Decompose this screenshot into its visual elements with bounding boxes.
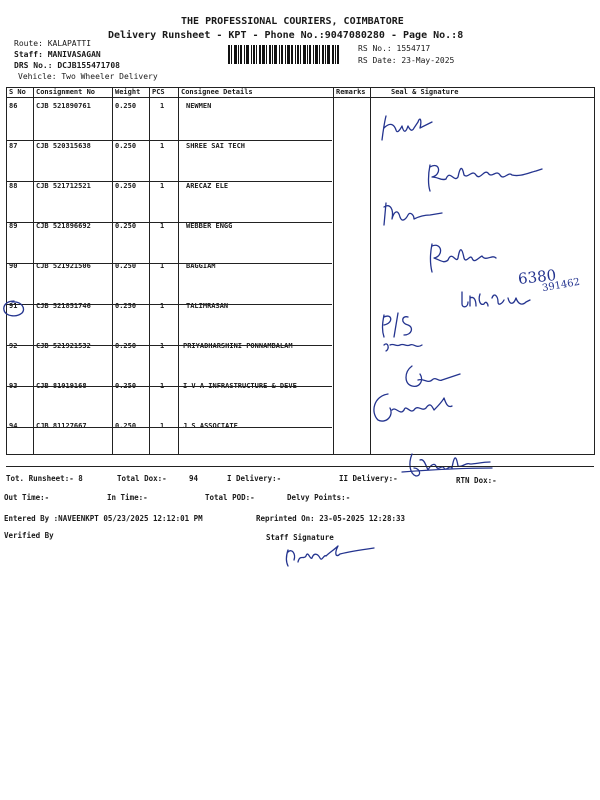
col-sno: S No [7, 88, 34, 98]
rs-date: RS Date: 23-May-2025 [358, 56, 455, 65]
verified-by: Verified By [4, 531, 54, 540]
row-consignment: CJB 521921506 [36, 262, 91, 270]
row-consignment: CJB 81019168 [36, 382, 87, 390]
row-consignment: CJB 81127667 [36, 422, 87, 430]
row-weight: 0.250 [115, 182, 137, 190]
row-consignment: CJB 521890761 [36, 102, 91, 110]
remark-pers: pers [380, 340, 383, 341]
vehicle-label: Vehicle: Two Wheeler Delivery [18, 72, 158, 81]
col-seal: Seal & Signature [371, 88, 595, 98]
reprinted-on: Reprinted On: 23-05-2025 12:28:33 [256, 514, 406, 523]
signature-row-87 [424, 155, 554, 195]
row-consignment: CJB 521712521 [36, 182, 91, 190]
row-divider [6, 222, 332, 223]
handwritten-note: 6380 [517, 266, 558, 288]
row-pcs: 1 [160, 182, 165, 190]
sno-circle-mark [2, 299, 26, 319]
table-row [7, 98, 595, 139]
company-title: THE PROFESSIONAL COURIERS, COIMBATORE [181, 16, 404, 27]
out-time: Out Time:- [4, 493, 50, 502]
row-weight: 0.250 [115, 222, 137, 230]
row-pcs: 1 [160, 422, 165, 430]
row-consignment: CJB 521921532 [36, 342, 91, 350]
drs-label: DRS No.: DCJB155471708 [14, 61, 120, 70]
row-weight: 0.250 [115, 302, 137, 310]
row-consignee: TALIMRASAN [186, 302, 229, 310]
i-delivery: I Delivery:- [227, 474, 282, 483]
row-weight: 0.250 [115, 342, 137, 350]
row-pcs: 1 [160, 142, 165, 150]
staff-signature-label: Staff Signature [266, 533, 334, 542]
row-consignment: CJB 520315638 [36, 142, 91, 150]
signature-row-88 [380, 197, 450, 229]
runsheet-subtitle: Delivery Runsheet - KPT - Phone No.:9047080280 - Page No.:8 [108, 30, 464, 41]
remark-ps: P/S [380, 316, 382, 317]
row-consignee: I V A INFRASTRUCTURE & DEVE [183, 382, 297, 390]
row-weight: 0.250 [115, 422, 137, 430]
rs-number: RS No.: 1554717 [358, 44, 431, 53]
row-consignee: BAGGIAM [186, 262, 216, 270]
entered-by: Entered By :NAVEENKPT 05/23/2025 12:12:01 PM [4, 514, 203, 523]
row-sno: 89 [9, 222, 18, 230]
runsheet-table [6, 87, 595, 455]
table-row [7, 218, 595, 258]
table-row [7, 378, 595, 418]
row-weight: 0.250 [115, 382, 137, 390]
row-divider [6, 181, 332, 182]
row-divider [6, 263, 332, 264]
table-row [7, 338, 595, 378]
row-consignee: PRIYADHARSHINI PONNAMBALAM [183, 342, 293, 350]
staff-signature [282, 540, 382, 570]
row-sno: 88 [9, 182, 18, 190]
row-sno: 91 [9, 302, 18, 310]
row-pcs: 1 [160, 342, 165, 350]
row-divider [6, 140, 332, 141]
row-consignee: SHREE SAI TECH [186, 142, 246, 150]
row-pcs: 1 [160, 382, 165, 390]
rtn-dox: RTN Dox:- [456, 476, 497, 485]
row-weight: 0.250 [115, 102, 137, 110]
row-weight: 0.250 [115, 262, 137, 270]
route-label: Route: KALAPATTI [14, 39, 92, 48]
row-consignee: NEWMEN [186, 102, 212, 110]
row-consignment: CJB 521896692 [36, 222, 91, 230]
tot-runsheet: Tot. Runsheet:- 8 [6, 474, 83, 483]
col-weight: Weight [113, 88, 150, 98]
row-sno: 94 [9, 422, 18, 430]
row-weight: 0.250 [115, 142, 137, 150]
row-divider [6, 345, 332, 346]
row-sno: 90 [9, 262, 18, 270]
row-sno: 87 [9, 142, 18, 150]
row-consignment: CJB 521851746 [36, 302, 91, 310]
row-divider [6, 386, 332, 387]
ii-delivery: II Delivery:- [339, 474, 398, 483]
row-pcs: 1 [160, 222, 165, 230]
col-consignment: Consignment No [34, 88, 113, 98]
row-consignee: WEBBER ENGG [186, 222, 233, 230]
total-dox-label: Total Dox:- [117, 474, 167, 483]
row-pcs: 1 [160, 302, 165, 310]
row-divider [6, 304, 332, 305]
staff-label: Staff: MANIVASAGAN [14, 50, 101, 59]
total-pod: Total POD:- [205, 493, 255, 502]
signature-row-91 [378, 307, 428, 353]
row-sno: 92 [9, 342, 18, 350]
signature-row-93 [368, 388, 468, 428]
row-consignee: ARECAZ ELE [186, 182, 229, 190]
delvy-points: Delvy Points:- [287, 493, 351, 502]
in-time: In Time:- [107, 493, 148, 502]
signature-row-89 [426, 240, 506, 274]
col-consignee: Consignee Details [179, 88, 334, 98]
row-sno: 93 [9, 382, 18, 390]
row-consignee: J S ASSOCIATE [183, 422, 238, 430]
table-header-row [7, 88, 595, 98]
handwritten-scribble [458, 288, 538, 312]
row-divider [6, 427, 332, 428]
handwritten-number: 391462 [541, 276, 581, 295]
table-row [7, 418, 595, 455]
total-dox-value: 94 [189, 474, 199, 483]
row-sno: 86 [9, 102, 18, 110]
row-pcs: 1 [160, 102, 165, 110]
row-pcs: 1 [160, 262, 165, 270]
col-remarks: Remarks [334, 88, 371, 98]
footer-top-rule [6, 466, 594, 467]
col-pcs: PCS [150, 88, 179, 98]
signature-row-86 [378, 112, 438, 142]
drs-barcode [228, 45, 354, 64]
